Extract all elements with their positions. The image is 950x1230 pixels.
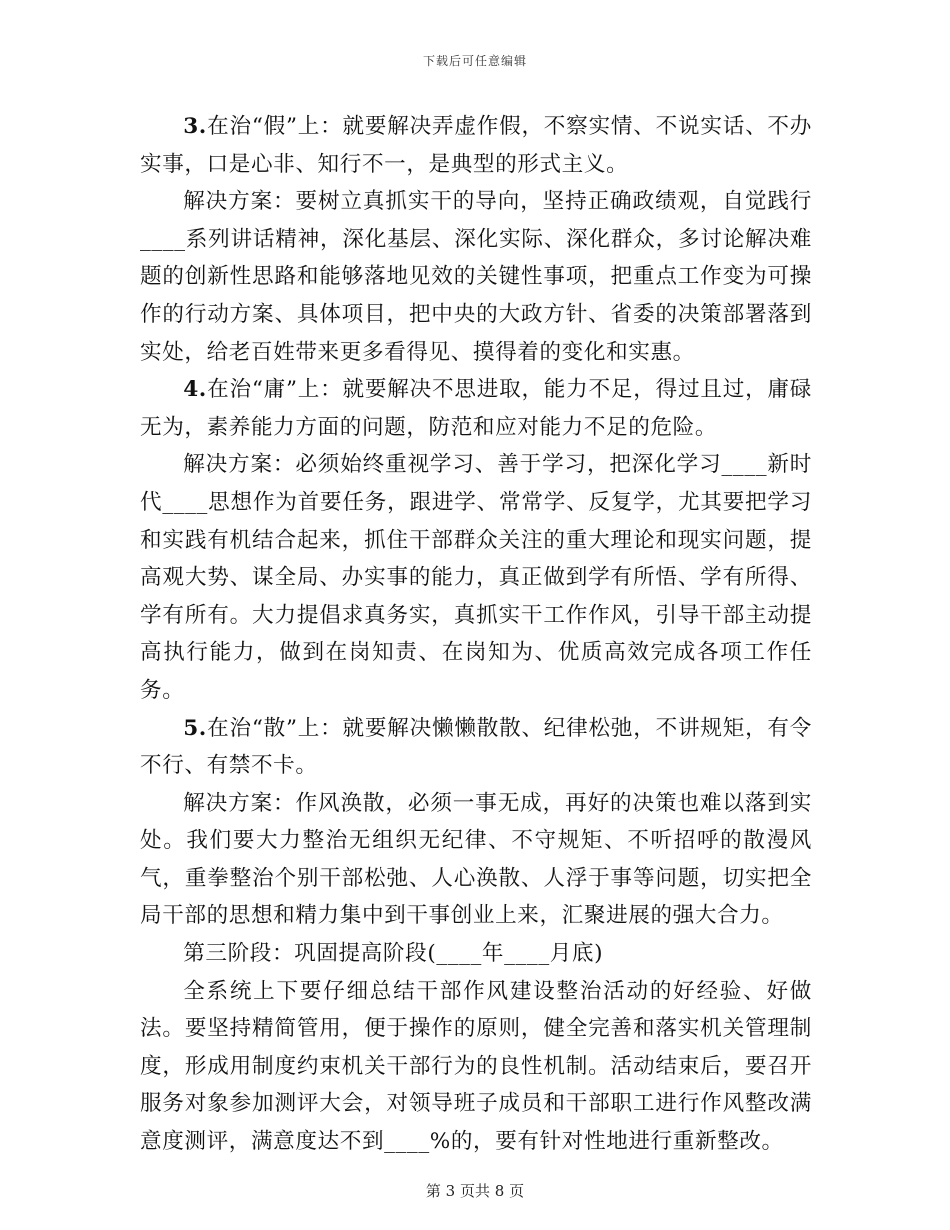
paragraph-stage-heading [140,935,812,973]
item-number: 4. [183,377,207,403]
paragraph-text: 在治“庸”上：就要解决不思进取，能力不足，得过且过，庸碌无为，素养能力方面的问题，防范和应对能力不足的危险。 [140,377,812,440]
paragraph-text: 解决方案：必须始终重视学习、善于学习，把深化学习____新时代____思想作为首要任务，跟进学、常常学、反复学，尤其要把学习和实践有机结合起来，抓住干部群众关注的重大理论和现实问题，提高观大势、谋全局、办实事的能力，真正做到学有所悟、学有所得、学有所有。大力提倡求真务实，真抓实干工作作风，引导干部主动提高执行能力，做到在岗知责、在岗知为、优质高效完成各项工作任务。 [140,452,812,703]
page-header: 下载后可任意编辑 [422,54,527,68]
document-body [140,108,812,1161]
item-number: 3. [183,114,207,139]
paragraph-text: 在治“假”上：就要解决弄虚作假，不察实情、不说实话、不办实事，口是心非、知行不一，是典型的形式主义。 [140,114,812,177]
page-footer: 第 3 页共 8 页 [425,1182,525,1200]
paragraph-item-3 [140,108,812,183]
paragraph-solution [140,446,812,709]
paragraph-text: 解决方案：作风涣散，必须一事无成，再好的决策也难以落到实处。我们要大力整治无组织无纪律、不守规矩、不听招呼的散漫风气，重拳整治个别干部松弛、人心涣散、人浮于事等问题，切实把全局干部的思想和精力集中到干事创业上来，汇聚进展的强大合力。 [140,790,812,929]
paragraph-text: 第三阶段：巩固提高阶段(____年____月底) [183,941,604,967]
paragraph-item-5 [140,710,812,785]
paragraph-text: 全系统上下要仔细总结干部作风建设整治活动的好经验、好做法。要坚持精简管用，便于操作的原则，健全完善和落实机关管理制度，形成用制度约束机关干部行为的良性机制。活动结束后，要召开服务对象参加测评大会，对领导班子成员和干部职工进行作风整改满意度测评，满意度达不到____%的，要有针对性地进行重新整改。 [140,978,812,1155]
paragraph-text: 在治“散”上：就要解决懒懒散散、纪律松弛，不讲规矩，有令不行、有禁不卡。 [140,715,812,779]
paragraph-text: 解决方案：要树立真抓实干的导向，坚持正确政绩观，自觉践行____系列讲话精神，深化基层、深化实际、深化群众，多讨论解决难题的创新性思路和能够落地见效的关键性事项，把重点工作变为可操作的行动方案、具体项目，把中央的大政方针、省委的决策部署落到实处，给老百姓带来更多看得见、摸得着的变化和实惠。 [140,189,812,365]
paragraph-solution [140,785,812,935]
paragraph-item-4 [140,371,812,446]
paragraph-stage-body [140,973,812,1161]
item-number: 5. [183,715,207,741]
paragraph-solution [140,183,812,371]
